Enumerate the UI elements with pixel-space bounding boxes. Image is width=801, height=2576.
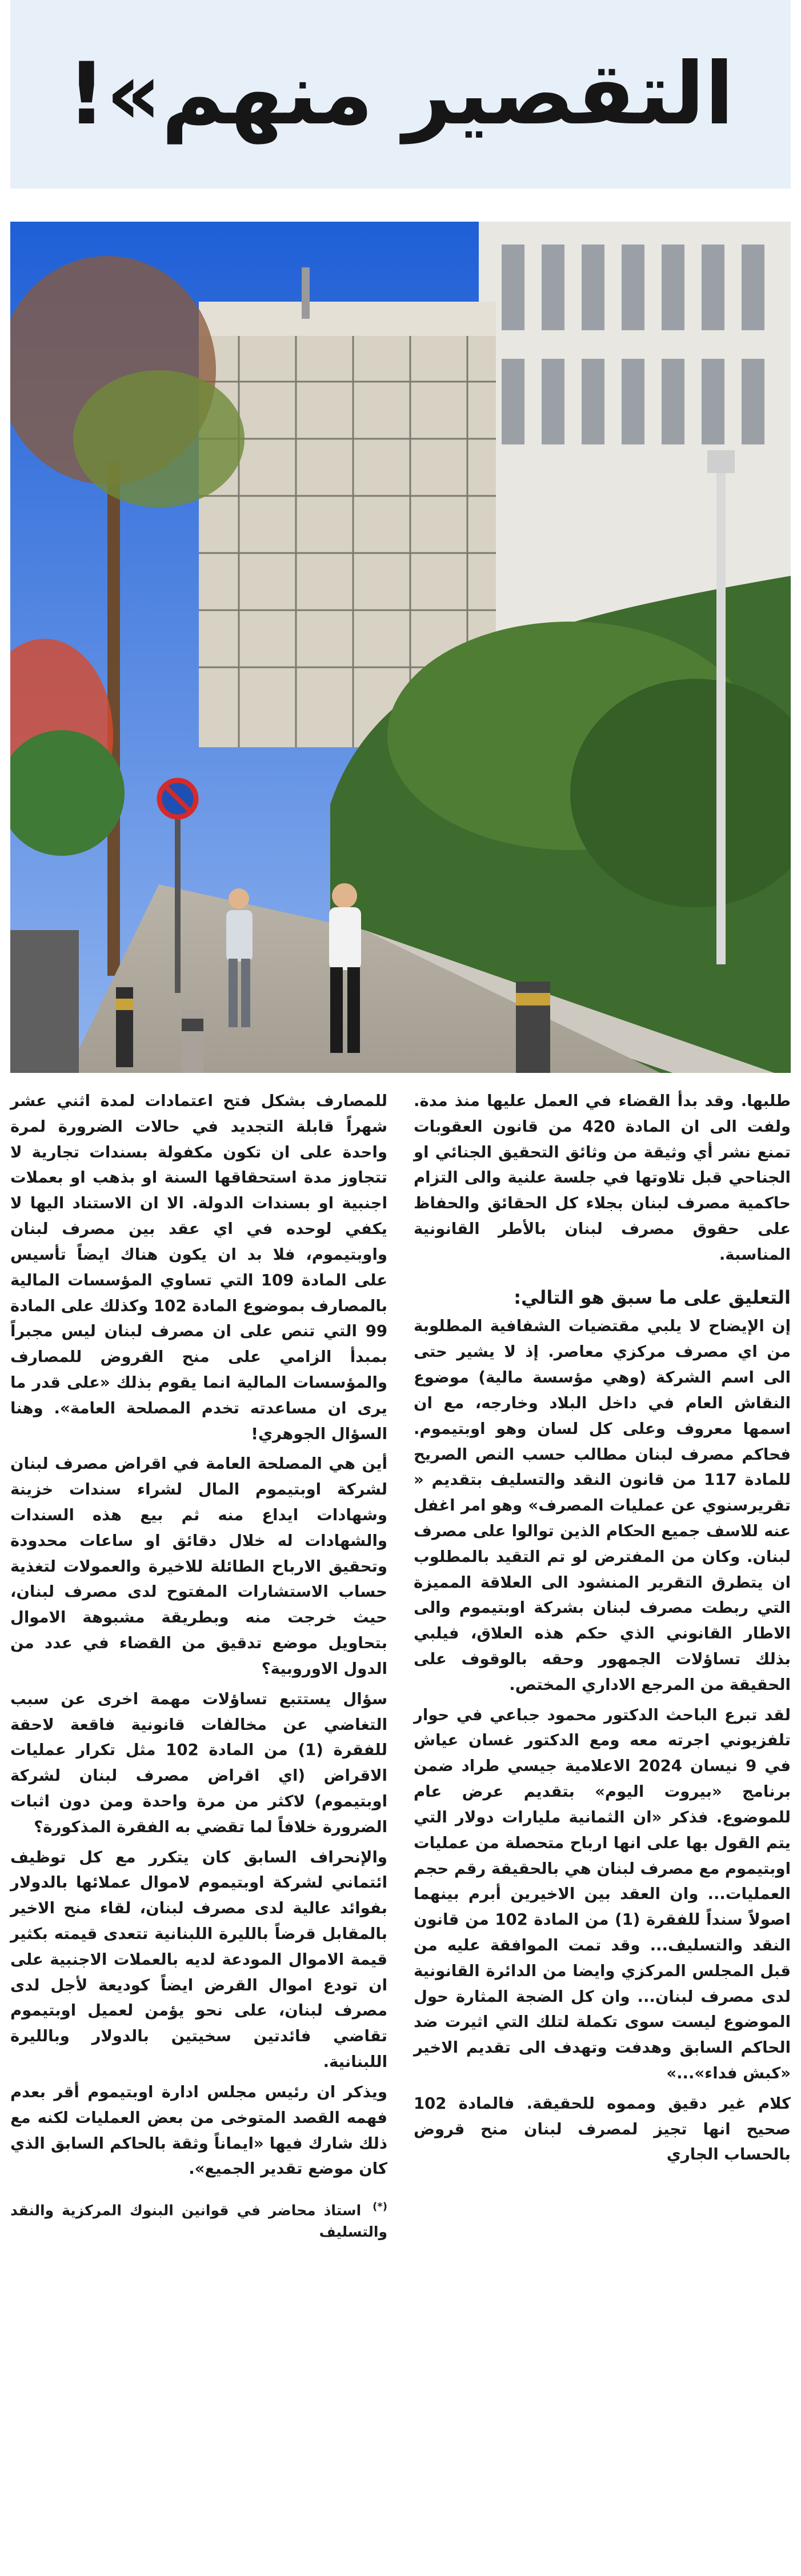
headline: التقصير منهم»! bbox=[67, 45, 734, 144]
paragraph: للمصارف بشكل فتح اعتمادات لمدة اثني عشر شهراً قابلة التجديد في حالات الضرورة لمرة واحدة على ان تكون مكفولة بسندات تجارية لا تتجاوز مدة استحقاقها السنة او بذهب او بعملات اجنبية او بسندات الدولة. الا ان الاستناد اليها لا يكفي لوحده في اي عقد بين مصرف لبنان واوبتيموم، فلا بد ان يكون هناك ايضاً تأسيس على المادة 109 التي تساوي المؤسسات المالية بالمصارف بموضوع المادة 102 وكذلك على المادة 99 التي تنص على ان مصرف لبنان ليس مجبراً بمبدأ الزامي على منح القروض للمصارف والمؤسسات المالية انما يقوم بذلك «على قدر ما يرى ان مساعدته تخدم المصلحة العامة». وهنا السؤال الجوهري! bbox=[10, 1092, 387, 1443]
paragraph: سؤال يستتبع تساؤلات مهمة اخرى عن سبب التغاضي عن مخالفات قانونية فاقعة لاحقة للفقرة (1) من المادة 102 مثل تكرار عمليات الاقراض (اي اقراض مصرف لبنان لشركة اوبتيموم) لاكثر من مرة واحدة ومن دون اثبات الضرورة خلافاً لما تقضي به الفقرة المذكورة؟ bbox=[10, 1689, 387, 1836]
paragraph: ويذكر ان رئيس مجلس ادارة اوبتيموم أقر بعدم فهمه القصد المتوخى من بعض العمليات لكنه مع ذلك شارك فيها «ايماناً وثقة بالحاكم السابق الذي كان موضع تقدير الجميع». bbox=[10, 2082, 387, 2178]
subheading: التعليق على ما سبق هو التالي: bbox=[514, 1286, 791, 1308]
article-photo bbox=[10, 222, 791, 1073]
paragraph: والإنحراف السابق كان يتكرر مع كل توظيف ائتماني لشركة اوبتيموم لاموال عملائها بالدولار بفوائد عالية لدى مصرف لبنان، لقاء منح الاخير بالمقابل قرضاً بالليرة اللبنانية تتعدى قيمته بكثير قيمة الاموال المودعة لديه بالعملات الاجنبية على ان تودع اموال القرض ايضاً كوديعة لأجل لدى مصرف لبنان، على نحو يؤمن لعميل اوبتيموم تقاضي فائدتين سخيتين بالدولار وبالليرة اللبنانية. bbox=[10, 1848, 387, 2072]
author-footnote-mark: (*) bbox=[373, 2201, 387, 2213]
paragraph: لقد تبرع الباحث الدكتور محمود جباعي في حوار تلفزيوني اجرته معه ومع الدكتور غسان عياش في 9 نيسان 2024 الاعلامية جيسي طراد ضمن برنامج «بيروت اليوم» بتقديم عرض عام للموضوع. فذكر «ان الثمانية مليارات دولار التي يتم القول بها على انها ارباح متحصلة من عمليات اوبتيموم مع مصرف لبنان هي بالحقيقة رقم حجم العمليات... وان العقد بين الاخيرين أبرم بينهما اصولاً سنداً للفقرة (1) من المادة 102 من قانون النقد والتسليف... وقد تمت الموافقة عليه من قبل المجلس المركزي وايضا من الدائرة القانونية لدى مصرف لبنان... وان كل الضجة المثارة حول الموضوع ليست سوى تكملة لتلك التي اثيرت ضد الحاكم السابق وهدفت وتهدف الى تقديم الاخير «كبش فداء»...» bbox=[414, 1705, 791, 2083]
author-note bbox=[10, 2199, 387, 2242]
article-column-right bbox=[414, 1088, 791, 2562]
author-credit: استاذ محاضر في قوانين البنوك المركزية والنقد والتسليف bbox=[10, 2202, 387, 2240]
paragraph: أين هي المصلحة العامة في اقراض مصرف لبنان لشركة اوبتيموم المال لشراء سندات خزينة وشهادات ايداع منه ثم بيع هذه السندات والشهادات له خلال دقائق او ساعات محدودة وتحقيق الارباح الطائلة للاخيرة والعمولات لتغذية حساب الاستشارات المفتوح لدى مصرف لبنان، حيث خرجت منه وبطريقة مشبوهة الاموال بتحاويل موضع تدقيق من القضاء في عدد من الدول الاوروبية؟ bbox=[10, 1455, 387, 1678]
street-photo-icon bbox=[10, 222, 791, 1073]
paragraph: إن الإيضاح لا يلبي مقتضيات الشفافية المطلوبة من اي مصرف مركزي معاصر. إذ لا يشير حتى الى اسم الشركة (وهي مؤسسة مالية) موضوع النقاش العام في داخل البلاد وخارجه، مع ان اسمها معروف وعلى كل لسان وهو اوبتيموم. فحاكم مصرف لبنان مطالب حسب النص الصريح للمادة 117 من قانون النقد والتسليف بتقديم « تقريرسنوي عن عمليات المصرف» وهو امر اغفل عنه للاسف جميع الحكام الذين توالوا على مصرف لبنان. وكان من المفترض لو تم التقيد بالمطلوب ان يتطرق التقرير المنشود الى العلاقة المميزة التي ربطت مصرف لبنان بشركة اوبتيموم والى الاطار القانوني الذي حكم هذه العلاق، فيلبي بذلك تساؤلات الجمهور وحقه بالوقوف على الحقيقة من المرجع الاداري المختص. bbox=[414, 1317, 791, 1694]
article-column-left bbox=[10, 1088, 387, 2562]
paragraph: طلبها. وقد بدأ القضاء في العمل عليها منذ مدة. ولفت الى ان المادة 420 من قانون العقوبات تمنع نشر أي وثيقة من وثائق التحقيق الجنائي او الجناحي قبل تلاوتها في جلسة علنية والى التزام حاكمية مصرف لبنان بجلاء كل الحقائق والحفاظ على حقوق مصرف لبنان بالأطر القانونية المناسبة. bbox=[414, 1092, 791, 1264]
article-body bbox=[10, 1088, 791, 2562]
paragraph: كلام غير دقيق ومموه للحقيقة. فالمادة 102 صحيح انها تجيز لمصرف لبنان منح قروض بالحساب الجاري bbox=[414, 2094, 791, 2164]
headline-band bbox=[10, 0, 791, 189]
